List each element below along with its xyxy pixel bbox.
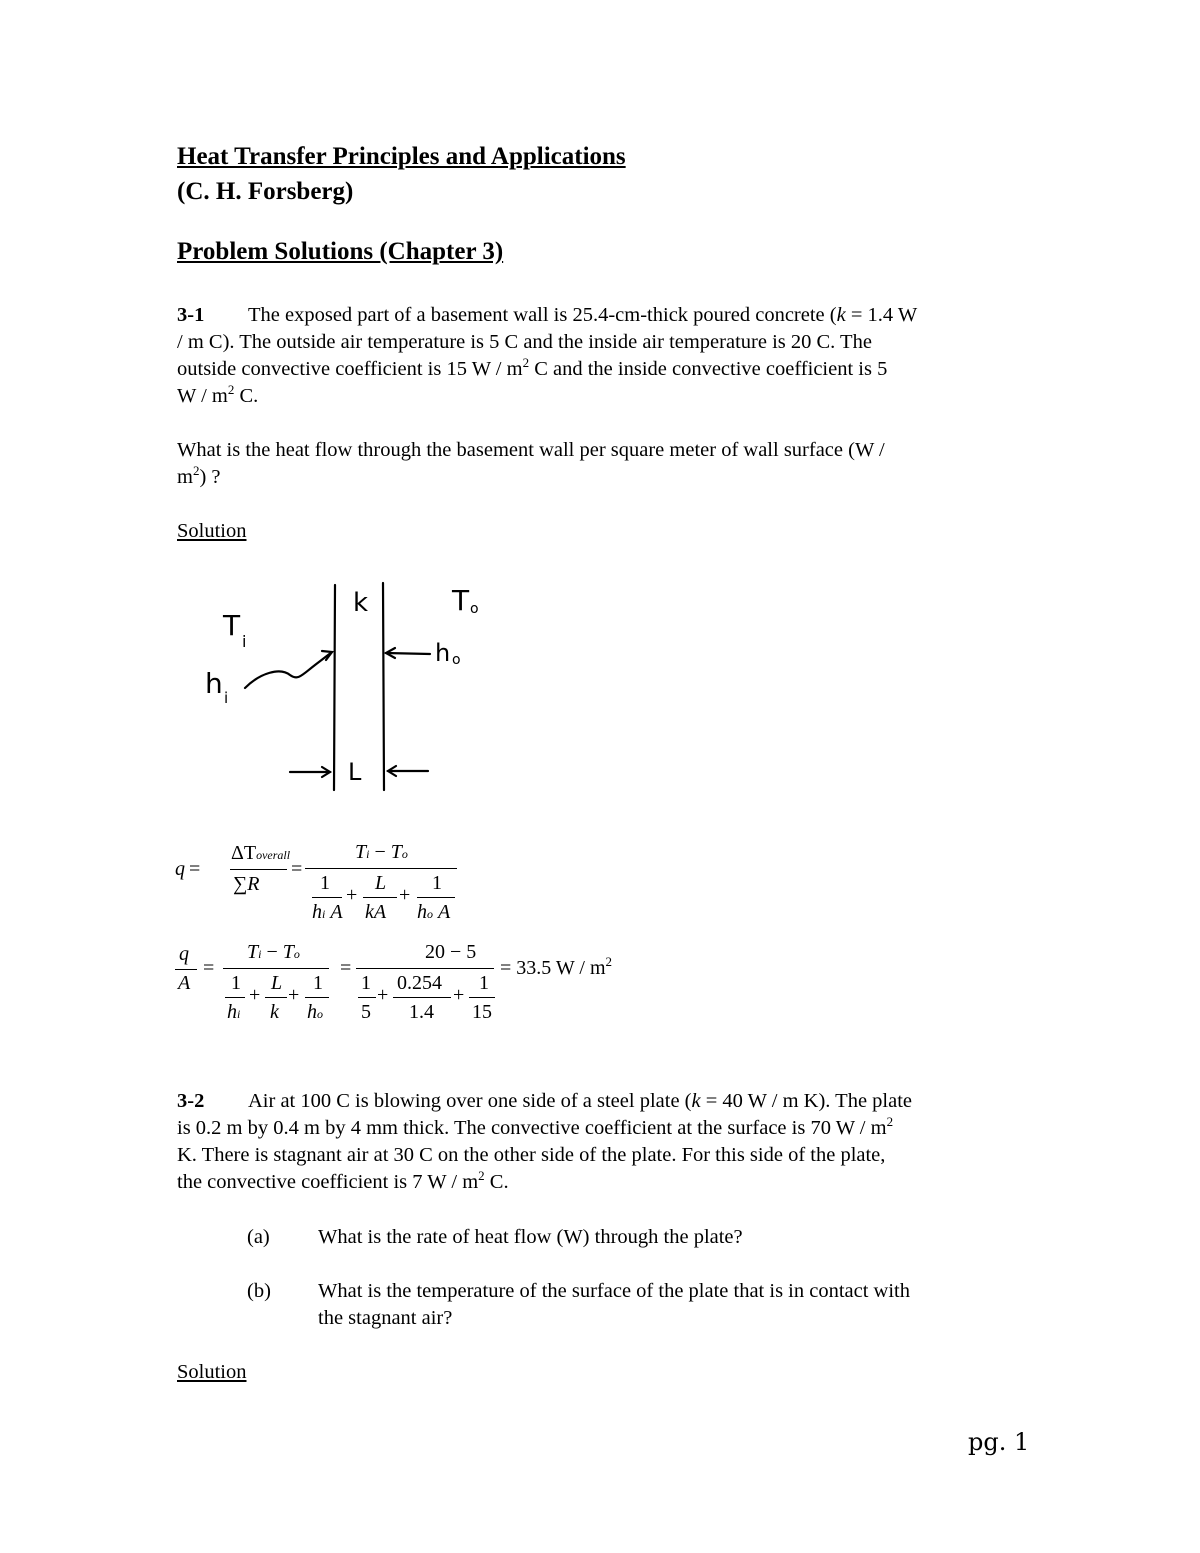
equation-2: q A = Ti − To 1 hi + L k + 1 ho = 20 − 5 1 5 + 0.254 1.4 + 1 15 = 33.5 W / $m^2$ [175,938,655,1033]
problem-question: What is the heat flow through the basement wall per square meter of wall surface (W / [177,439,885,461]
hi-arrow [245,652,332,688]
solution-label: Solution [177,520,247,542]
equation-1: q = ΔToverall ∑R = Ti − To 1 hi A + L kA + 1 ho A [175,838,475,933]
solution-label: Solution [177,1361,247,1383]
diagram-label-To-sub: o [470,601,479,617]
document-author: (C. H. Forsberg) [177,178,354,205]
diagram-label-hi: h [205,667,223,700]
document-title: Heat Transfer Principles and Applications [177,143,626,170]
problem-text-line: the convective coefficient is 7 W / $m^2$ C. [177,1168,509,1193]
problem-text-line: / m C). The outside air temperature is 5 C and the inside air temperature is 20 C. The [177,331,872,353]
wall-inner-surface-line [334,585,335,790]
problem-text-line: outside convective coefficient is 15 W / $m^2$ C and the inside convective coefficient is 5 [177,355,888,380]
diagram-label-To: T [452,584,470,617]
part-b-text: the stagnant air? [318,1307,453,1329]
problem-question: $m^2$) ? [177,463,221,488]
wall-diagram [190,575,510,800]
problem-text-line: is 0.2 m by 0.4 m by 4 mm thick. The convective coefficient at the surface is 70 W / $m^2$ [177,1114,894,1139]
part-a-label: (a) [247,1226,270,1248]
diagram-label-L: L [348,758,362,786]
fraction-bar [305,868,457,869]
part-b-label: (b) [247,1280,271,1302]
problem-text-line: The exposed part of a basement wall is 25.4-cm-thick poured concrete (k = 1.4 W [248,304,918,326]
problem-number: 3-1 [177,304,205,326]
page-number: pg. 1 [968,1428,1030,1456]
problem-text-line: Air at 100 C is blowing over one side of a steel plate (k = 40 W / m K). The plate [248,1090,913,1112]
section-title: Problem Solutions (Chapter 3) [177,238,504,265]
diagram-label-Ti: T [223,609,241,642]
wall-outer-surface-line [383,583,384,790]
diagram-label-hi-sub: i [224,689,229,707]
diagram-label-Ti-sub: i [242,632,247,651]
problem-text-line: W / $m^2$ C. [177,382,259,407]
equation-result: = 33.5 W / $m^2$ [500,954,613,979]
fraction-bar [230,869,287,870]
problem-number: 3-2 [177,1090,205,1112]
problem-text-line: K. There is stagnant air at 30 C on the other side of the plate. For this side of the plate, [177,1144,886,1166]
part-a-text: What is the rate of heat flow (W) through the plate? [318,1226,743,1248]
diagram-label-ho: h [435,639,451,667]
diagram-label-k: k [353,588,369,618]
part-b-text: What is the temperature of the surface of the plate that is in contact with [318,1280,910,1302]
diagram-label-ho-sub: o [452,652,461,668]
ho-arrow [386,653,430,654]
